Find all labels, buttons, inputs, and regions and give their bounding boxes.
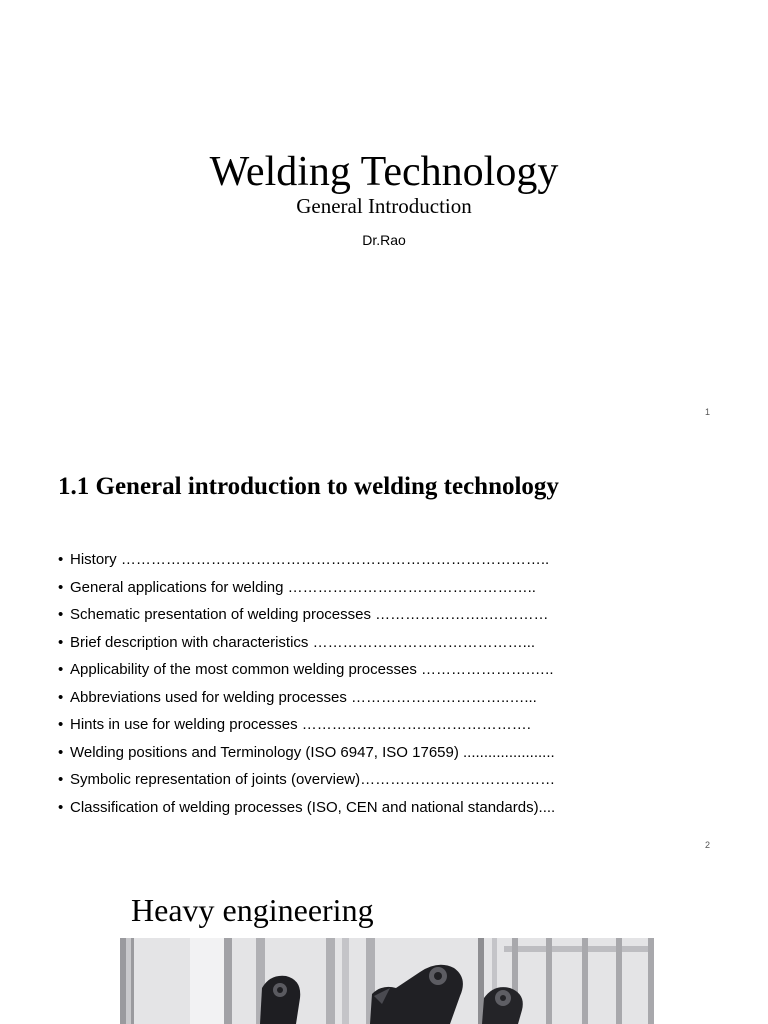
list-item — [58, 711, 555, 739]
list-item — [58, 684, 555, 712]
bullet-icon: • — [58, 633, 64, 651]
list-item — [58, 739, 555, 767]
bullet-icon: • — [58, 798, 64, 816]
list-item-text: Hints in use for welding processes ………………………………………. — [70, 716, 531, 733]
slide-2 — [0, 432, 768, 864]
list-item — [58, 794, 555, 822]
bullet-icon: • — [58, 606, 64, 623]
bullet-icon: • — [58, 688, 64, 706]
list-item — [58, 629, 555, 657]
slide-heading: Heavy engineering — [131, 892, 374, 928]
list-item-text: History ………………………………………………………………………….. — [70, 551, 550, 568]
welded-parts-illustration — [120, 938, 654, 1024]
slide-1 — [0, 0, 768, 432]
list-item — [58, 656, 555, 684]
list-item — [58, 601, 555, 629]
slide-3 — [0, 864, 768, 1024]
list-item-text: Welding positions and Terminology (ISO 6947, ISO 17659) ...................... — [70, 743, 555, 761]
bullet-icon: • — [58, 743, 64, 761]
list-item-text: Abbreviations used for welding processes …………………………..…... — [70, 688, 537, 706]
list-item-text: Schematic presentation of welding processes …………………..………… — [70, 606, 549, 623]
section-heading: 1.1 General introduction to welding technology — [58, 473, 559, 500]
bullet-icon: • — [58, 578, 64, 596]
list-item-text: General applications for welding ………………………………………….. — [70, 578, 536, 596]
page-number: 2 — [704, 840, 710, 850]
bullet-icon: • — [58, 716, 64, 733]
list-item — [58, 574, 555, 602]
contents-list — [58, 546, 555, 821]
page-number: 1 — [704, 407, 710, 417]
bullet-icon: • — [58, 661, 64, 678]
list-item-text: Applicability of the most common welding processes ………………….….. — [70, 661, 554, 678]
bullet-icon: • — [58, 771, 64, 788]
slide-title: Welding Technology — [209, 149, 559, 195]
list-item-text: Brief description with characteristics ……………………………………... — [70, 633, 536, 651]
author-name: Dr.Rao — [362, 232, 406, 248]
slide-subtitle: General Introduction — [296, 194, 472, 218]
list-item-text: Classification of welding processes (ISO, CEN and national standards).... — [70, 798, 556, 816]
list-item-text: Symbolic representation of joints (overview)………………………………… — [70, 771, 556, 788]
list-item — [58, 546, 555, 574]
welded-parts-photo — [120, 938, 654, 1024]
list-item — [58, 766, 555, 794]
bullet-icon: • — [58, 551, 64, 568]
